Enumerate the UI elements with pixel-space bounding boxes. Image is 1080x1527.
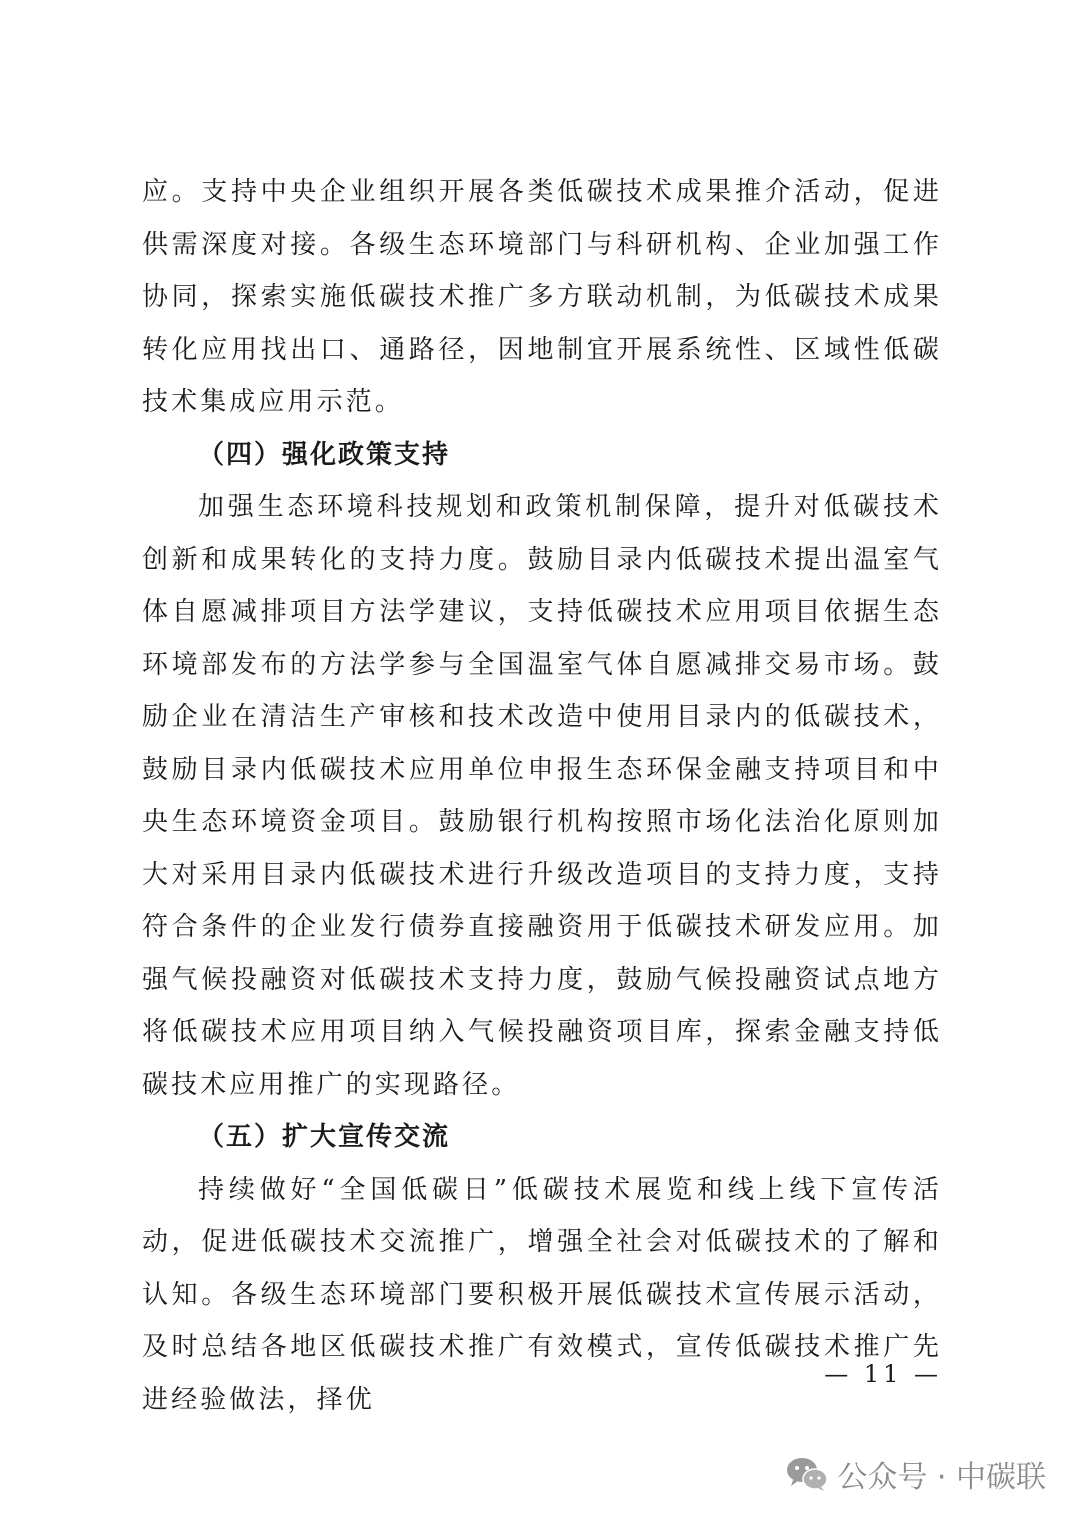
paragraph-publicity: 持续做好“全国低碳日”低碳技术展览和线上线下宣传活动，促进低碳技术交流推广，增强全社会对低碳技术的了解和认知。各级生态环境部门要积极开展低碳技术宣传展示活动，及时总结各地区低碳技术推广有效模式，宣传低碳技术推广先进经验做法，择优 bbox=[142, 1174, 942, 1415]
paragraph-policy-support: 加强生态环境科技规划和政策机制保障，提升对低碳技术创新和成果转化的支持力度。鼓励目录内低碳技术提出温室气体自愿减排项目方法学建议，支持低碳技术应用项目依据生态环境部发布的方法学参与全国温室气体自愿减排交易市场。鼓励企业在清洁生产审核和技术改造中使用目录内的低碳技术，鼓励目录内低碳技术应用单位申报生态环保金融支持项目和中央生态环境资金项目。鼓励银行机构按照市场化法治化原则加大对采用目录内低碳技术进行升级改造项目的支持力度，支持符合条件的企业发行债券直接融资用于低碳技术研发应用。加强气候投融资对低碳技术支持力度，鼓励气候投融资试点地方将低碳技术应用项目纳入气候投融资项目库，探索金融支持低碳技术应用推广的实现路径。 bbox=[142, 492, 942, 1100]
wechat-icon bbox=[785, 1456, 829, 1492]
watermark bbox=[785, 1452, 1046, 1496]
paragraph-continuation: 应。支持中央企业组织开展各类低碳技术成果推介活动，促进供需深度对接。各级生态环境部门与科研机构、企业加强工作协同，探索实施低碳技术推广多方联动机制，为低碳技术成果转化应用找出口、通路径，因地制宜开展系统性、区域性低碳技术集成应用示范。 bbox=[142, 177, 942, 417]
section-heading-4: （四）强化政策支持 bbox=[198, 439, 451, 470]
section-heading-5: （五）扩大宣传交流 bbox=[198, 1122, 451, 1152]
watermark-text: 公众号 · 中碳联 bbox=[837, 1460, 1046, 1495]
page-number: — 11 — bbox=[824, 1360, 942, 1388]
document-body bbox=[142, 166, 942, 1426]
